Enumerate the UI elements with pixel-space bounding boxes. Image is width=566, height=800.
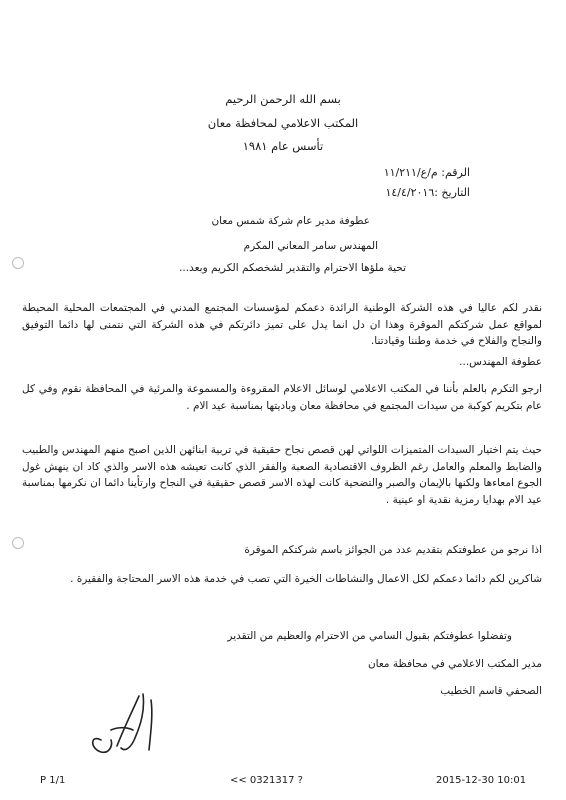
punch-hole-bottom bbox=[12, 537, 24, 549]
letter-date: التاريخ :١٤/٤/٢٠١٦ bbox=[385, 186, 470, 199]
paragraph-1: نقدر لكم عاليا في هذه الشركة الوطنية الرائدة دعمكم لمؤسسات المجتمع المدني في المجتمعات المحلية المحيطة لمواقع عمل شركتكم الموقرة وهذا ان دل انما يدل على تميز دائرتكم في هذه الشركة التي نتمنى لها دائما التوفيق والنجاح والفلاح في خدمة وطننا وقيادتنا. bbox=[22, 302, 542, 347]
closing-line: وتفضلوا عطوفتكم بقبول السامي من الاحترام والعظيم من التقدير bbox=[227, 630, 512, 642]
salutation: عطوفة المهندس... bbox=[459, 356, 542, 368]
footer-page: P 1/1 bbox=[40, 775, 66, 786]
addressee-name: المهندس سامر المعاني المكرم bbox=[243, 240, 378, 252]
paragraph-2: ارجو التكرم بالعلم بأننا في المكتب الاعلامي لوسائل الاعلام المقروءة والمسموعة والمرئية في المحافظة نقوم وفي كل عام بتكريم كوكبة من سيدات المجتمع في محافظة معان وباديتها بمناسبة عيد الام . bbox=[22, 383, 542, 412]
greeting: تحية ملؤها الاحترام والتقدير لشخصكم الكريم وبعد... bbox=[179, 262, 406, 274]
footer-fax-number: << 0321317 ? bbox=[230, 775, 303, 786]
founded-year: تأسس عام ١٩٨١ bbox=[242, 139, 324, 153]
signatory-name: الصحفي قاسم الخطيب bbox=[440, 685, 542, 697]
office-name: المكتب الاعلامي لمحافظة معان bbox=[207, 116, 359, 130]
paragraph-5: شاكرين لكم دائما دعمكم لكل الاعمال والنشاطات الخيرة التي تصب في خدمة هذه الاسر المحتاجة والفقيرة . bbox=[70, 573, 542, 585]
punch-hole-top bbox=[12, 257, 24, 269]
handwritten-signature bbox=[81, 690, 171, 760]
paragraph-4: اذا نرجو من عطوفتكم بتقديم عدد من الجوائز باسم شركتكم الموقرة bbox=[244, 544, 542, 556]
paragraph-3: حيث يتم اختيار السيدات المتميزات اللواتي لهن قصص نجاح حقيقية في تربية ابنائهن الذين اصبح منهم المهندس والطبيب والضابط والمعلم والعامل رغم الظروف الاقتصادية الصعبة والفقر الذي كانت تعيشه هذه الاسر والذي كاد ان ينهش غول الجوع امعاءها ولكنها بالإيمان والصبر والتضحية كانت لهذه الاسر قصص حقيقية في النجاح وارتأينا دائما ان نكرمها بمناسبة عيد الام بهدايا رمزية نقدية او عينية . bbox=[22, 444, 542, 506]
footer-timestamp: 2015-12-30 10:01 bbox=[436, 775, 527, 786]
signatory-title: مدير المكتب الاعلامي في محافظة معان bbox=[367, 658, 542, 670]
basmala: بسم الله الرحمن الرحيم bbox=[225, 92, 341, 106]
reference-number: الرقم: م/ع/١١/٢١١ bbox=[383, 166, 470, 179]
addressee-title: عطوفة مدير عام شركة شمس معان bbox=[211, 215, 370, 227]
